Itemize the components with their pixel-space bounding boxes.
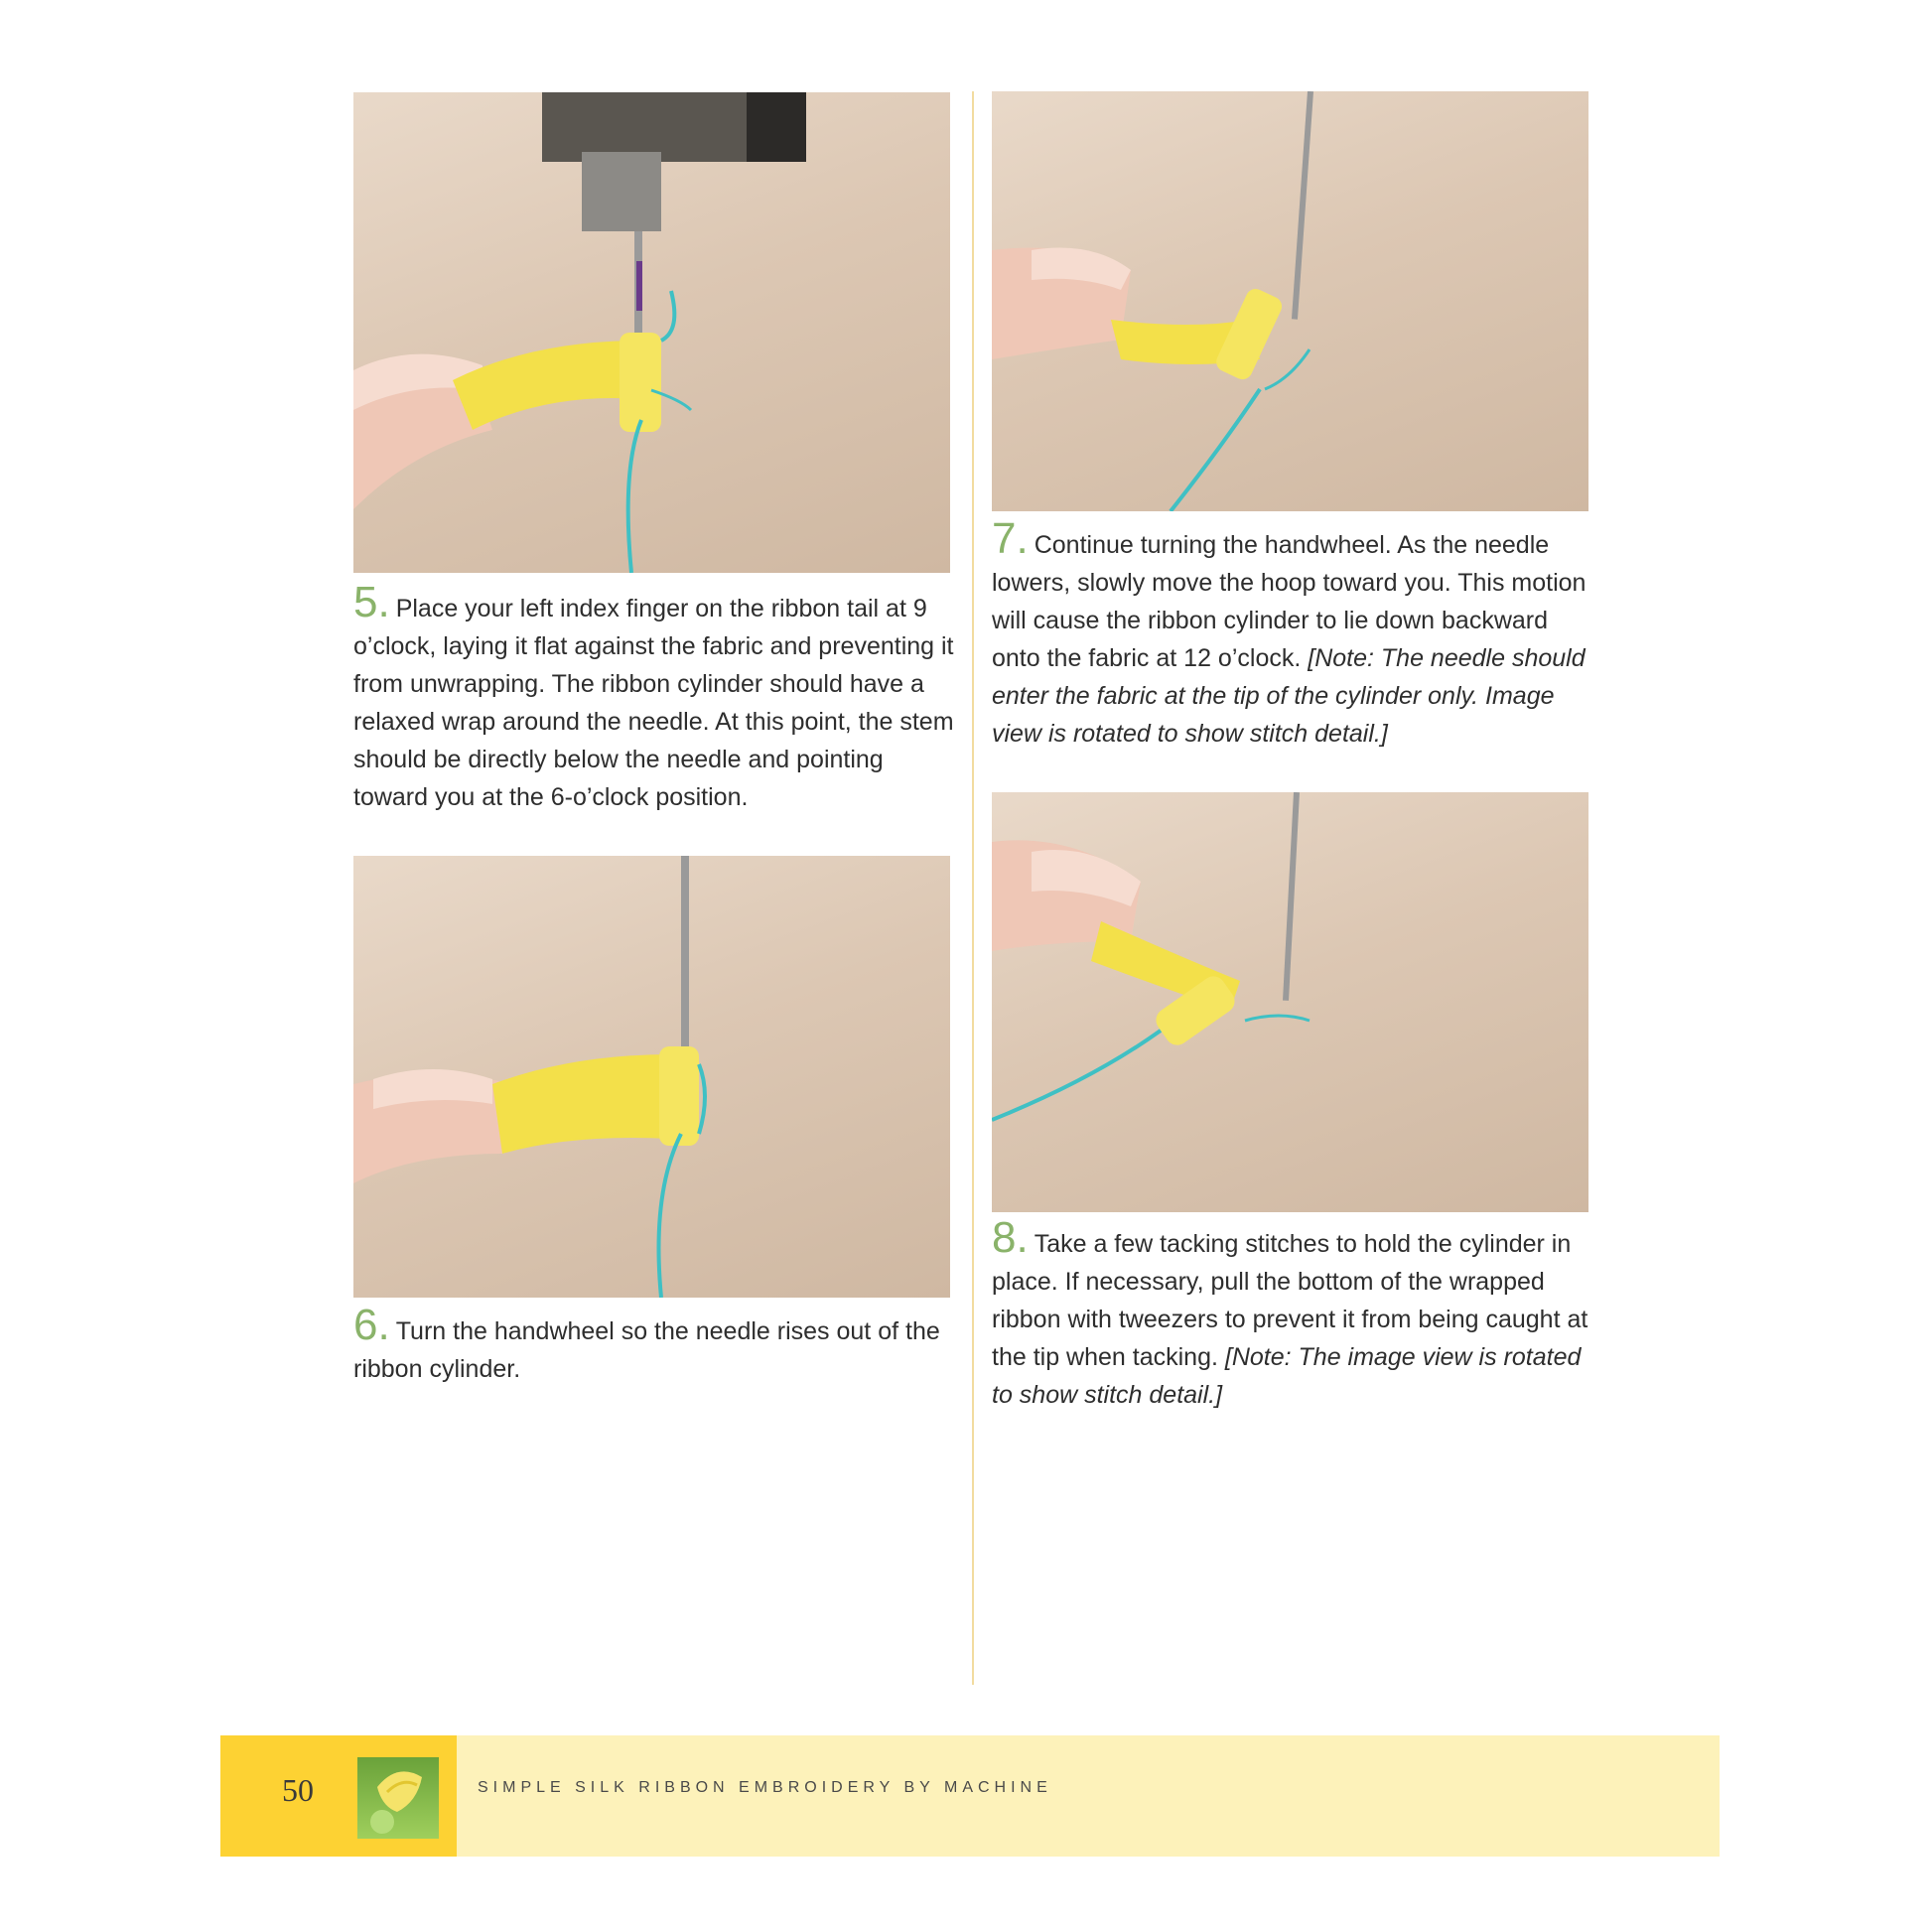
ribbon-flower-thumbnail bbox=[357, 1757, 439, 1839]
step-6-instruction bbox=[353, 1301, 954, 1388]
page-number: 50 bbox=[282, 1772, 314, 1808]
step-7-note: [Note: The needle should enter the fabric at the tip of the cylinder only. Image view is rotated to show stitch detail.] bbox=[992, 644, 1586, 748]
step-6-number: 6. bbox=[353, 1301, 390, 1349]
step-7-photo bbox=[992, 91, 1588, 511]
step-7-number: 7. bbox=[992, 514, 1029, 563]
running-footer-title: SIMPLE SILK RIBBON EMBROIDERY BY MACHINE bbox=[478, 1779, 1052, 1796]
step-7-text: Continue turning the handwheel. As the needle lowers, slowly move the hoop toward you. This motion will cause the ribbon cylinder to lie down backward onto the fabric at 12 o’clock. bbox=[992, 531, 1587, 672]
step-7-instruction bbox=[992, 514, 1595, 753]
step-5-instruction bbox=[353, 578, 954, 816]
step-6-text: Turn the handwheel so the needle rises out of the ribbon cylinder. bbox=[353, 1317, 940, 1383]
step-5-photo bbox=[353, 92, 950, 573]
step-5-text: Place your left index finger on the ribbon tail at 9 o’clock, laying it flat against the fabric and preventing it from unwrapping. The ribbon cylinder should have a relaxed wrap around the needle. At this point, the stem should be directly below the needle and pointing toward you at the 6-o’clock position. bbox=[353, 595, 954, 811]
step-6-photo bbox=[353, 856, 950, 1298]
column-divider bbox=[972, 91, 974, 1685]
step-8-instruction bbox=[992, 1213, 1595, 1414]
step-8-note: [Note: The image view is rotated to show stitch detail.] bbox=[992, 1343, 1582, 1409]
step-8-text: Take a few tacking stitches to hold the cylinder in place. If necessary, pull the bottom of the wrapped ribbon with tweezers to prevent it from being caught at the tip when tacking. bbox=[992, 1230, 1588, 1371]
step-8-photo bbox=[992, 792, 1588, 1212]
step-8-number: 8. bbox=[992, 1213, 1029, 1262]
step-5-number: 5. bbox=[353, 578, 390, 626]
